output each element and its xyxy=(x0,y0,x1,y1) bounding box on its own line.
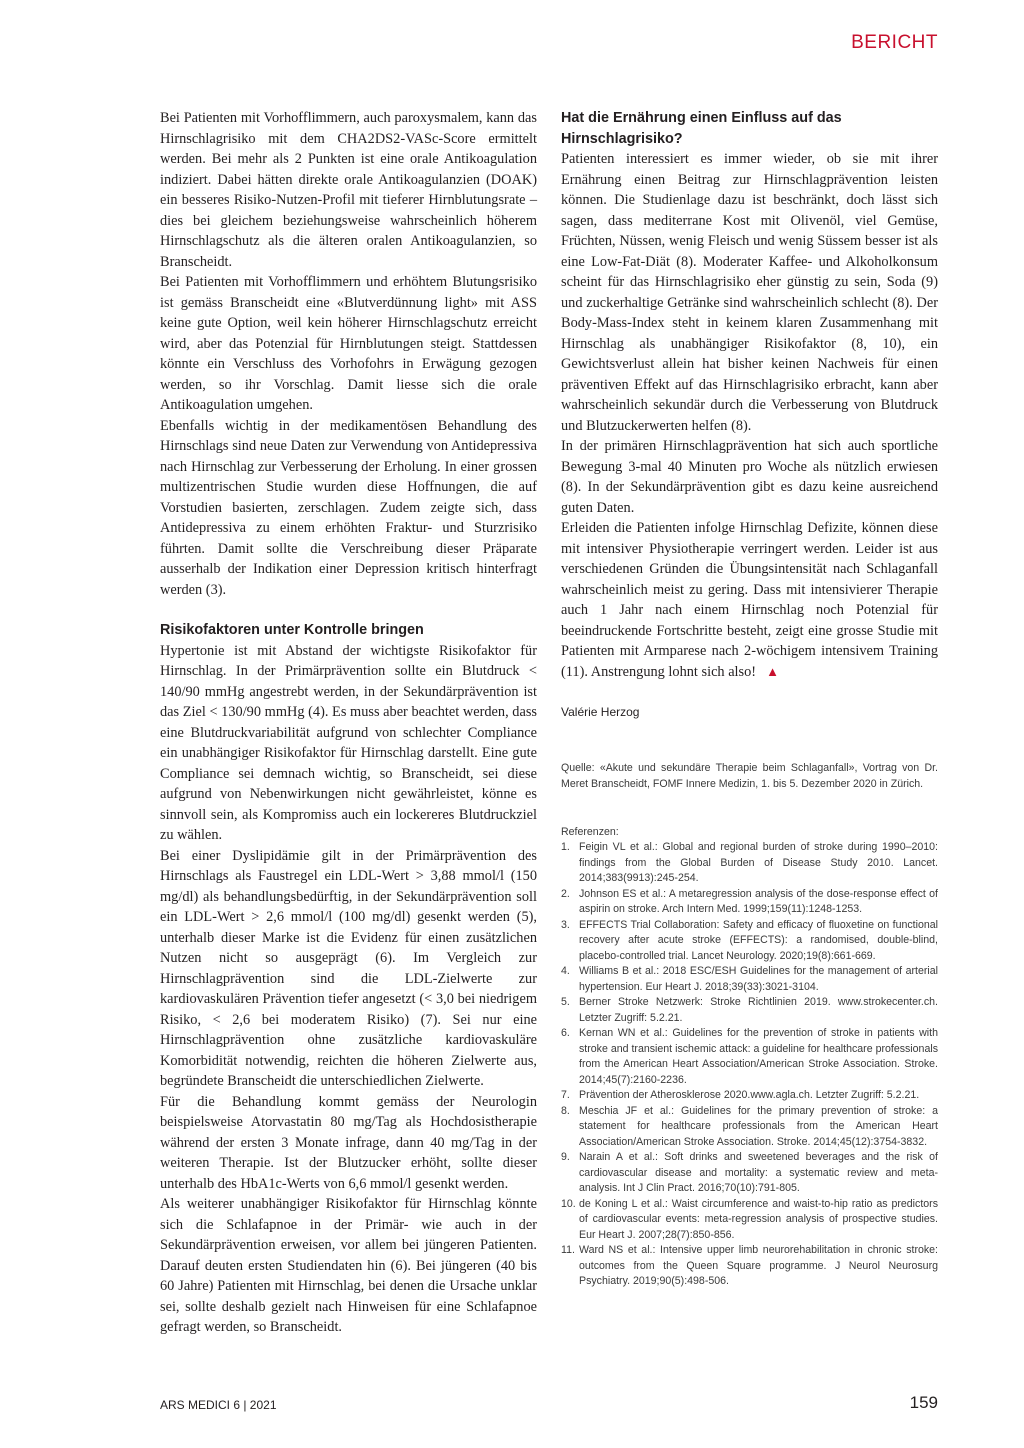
reference-text: Kernan WN et al.: Guidelines for the prevention of stroke in patients with stroke and transient ischemic attack: a guideline for healthcare professionals from the American Heart Association/American Stroke Association. Stroke. 2014;45(7):2160-2236. xyxy=(579,1027,938,1086)
reference-text: Williams B et al.: 2018 ESC/ESH Guidelines for the management of arterial hypertension. Eur Heart J. 2018;39(33):3021-3104. xyxy=(579,965,938,993)
section-heading: Hat die Ernährung einen Einfluss auf das Hirnschlagrisiko? xyxy=(561,110,842,147)
paragraph: Bei Patienten mit Vorhofflimmern, auch paroxysmalem, kann das Hirnschlagrisiko mit dem CHA2DS2-VASc-Score ermittelt werden. Bei mehr als 2 Punkten ist eine orale Antikoagulation indiziert. Dabei hätten direkte orale Antikoagulanzien (DOAK) ein besseres Risiko-Nutzen-Profil mit tieferer Hirnblutungsrate – dies bei gleichem beziehungsweise wahrscheinlich höherem Hirnschlagschutz als die älteren oralen Antikoagulanzien, so Branscheidt. xyxy=(160,110,537,270)
end-mark-icon: ▲ xyxy=(766,663,779,679)
reference-item xyxy=(561,995,938,1026)
paragraph: Hypertonie ist mit Abstand der wichtigste Risikofaktor für Hirnschlag. In der Primärprävention sollte ein Blutdruck < 140/90 mmHg angestrebt werden, in der Sekundärprävention ist das Ziel < 130/90 mmHg (4). Es muss aber beachtet werden, dass eine Blutdruckvariabilität aufgrund von schlechter Compliance ein unabhängiger Risikofaktor für Hirnschlag darstellt. Eine gute Compliance sei demnach wichtig, so Branscheidt, sei diese aufgrund von Nebenwirkungen nicht gewährleistet, könne es sinnvoll sein, als Kompromiss auch ein lockereres Blutdruckziel zu wählen. xyxy=(160,642,537,843)
reference-number: 1. xyxy=(561,841,570,853)
references xyxy=(561,824,938,1290)
reference-text: Berner Stroke Netzwerk: Stroke Richtlinien 2019. www.strokecenter.ch. Letzter Zugriff: 5.2.21. xyxy=(579,996,938,1024)
reference-item xyxy=(561,918,938,965)
section-label: BERICHT xyxy=(851,32,938,53)
reference-number: 10. xyxy=(561,1197,576,1210)
paragraph: In der primären Hirnschlagprävention hat sich auch sportliche Bewegung 3-mal 40 Minuten pro Woche als nützlich erwiesen (8). In der Sekundärprävention gibt es dazu keine ausreichend guten Daten. xyxy=(561,438,938,516)
reference-item xyxy=(561,887,938,918)
paragraph: Bei Patienten mit Vorhofflimmern und erhöhtem Blutungsrisiko ist gemäss Branscheidt eine «Blutverdünnung light» mit ASS keine gute Option, weil kein höherer Hirnschlagschutz erreicht wird, aber das Potenzial für Hirnblutungen steigt. Stattdessen könnte ein Verschluss des Vorhofohrs in Erwägung gezogen werden, so ihr Vorschlag. Damit liesse sich die orale Antikoagulation umgehen. xyxy=(160,274,537,413)
reference-item xyxy=(561,1197,938,1244)
source-note: Quelle: «Akute und sekundäre Therapie beim Schlaganfall», Vortrag von Dr. Meret Branscheidt, FOMF Innere Medizin, 1. bis 5. Dezember 2020 in Zürich. xyxy=(561,762,938,790)
reference-number: 5. xyxy=(561,996,570,1008)
reference-item xyxy=(561,840,938,887)
reference-item xyxy=(561,1088,938,1104)
reference-text: de Koning L et al.: Waist circumference and waist-to-hip ratio as predictors of cardiovascular events: meta-regression analysis of prospective studies. Eur Heart J. 2007;28(7):850-856. xyxy=(579,1197,938,1241)
reference-text: Narain A et al.: Soft drinks and sweetened beverages and the risk of cardiovascular disease and mortality: a systematic review and meta-analysis. Int J Clin Pract. 2016;70(10):791-805. xyxy=(579,1151,938,1194)
reference-text: Ward NS et al.: Intensive upper limb neurorehabilitation in chronic stroke: outcomes from the Queen Square programme. J Neurol Neurosurg Psychiatry. 2019;90(5):498-506. xyxy=(579,1244,938,1287)
paragraph-last xyxy=(561,518,938,682)
journal-footer: ARS MEDICI 6 | 2021 xyxy=(160,1398,277,1412)
reference-item xyxy=(561,1150,938,1197)
reference-text: EFFECTS Trial Collaboration: Safety and efficacy of fluoxetine on functional recovery after acute stroke (EFFECTS): a randomised, double-blind, placebo-controlled trial. Lancet Neurology. 2020;19(8):661-669. xyxy=(579,918,938,962)
reference-number: 11. xyxy=(561,1244,575,1256)
reference-item xyxy=(561,964,938,995)
reference-item xyxy=(561,1026,938,1088)
paragraph: Bei einer Dyslipidämie gilt in der Primärprävention des Hirnschlags als Faustregel ein LDL-Wert > 3,88 mmol/l (150 mg/dl) als behandlungsbedürftig, in der Sekundärprävention soll ein LDL-Wert > 2,6 mmol/l (100 mg/dl) gesenkt werden (5), unterhalb dieser Marke ist die Evidenz für einen zusätzlichen Nutzen nicht so ausgeprägt (6). Im Vergleich zur Hirnschlagprävention sind die LDL-Zielwerte zur kardiovaskulären Prävention tiefer angesetzt (< 3,0 bei niedrigem Risiko, < 2,6 bei moderatem Risiko) (7). Sei nur eine Hirnschlagprävention ohne zusätzliche kardiovaskuläre Komorbidität notwendig, reichten die höheren Zielwerte aus, begründete Branscheidt die unterschiedlichen Zielwerte. xyxy=(160,847,537,1089)
reference-item xyxy=(561,1104,938,1151)
reference-item xyxy=(561,1243,938,1290)
left-column xyxy=(160,108,537,1338)
paragraph-text: Erleiden die Patienten infolge Hirnschlag Defizite, können diese mit intensiver Physiotherapie verringert werden. Leider ist aus verschiedenen Gründen die Übungsintensität nach Schlaganfall wahrscheinlich meist zu gering. Dass mit intensivierer Therapie auch 1 Jahr nach einem Hirnschlag noch Potenzial für beeindruckende Fortschritte besteht, zeigt eine grosse Studie mit Patienten mit Armparese nach 2-wöchigem intensivem Training (11). Anstrengung lohnt sich also! xyxy=(561,520,938,680)
reference-text: Prävention der Atherosklerose 2020.www.agla.ch. Letzter Zugriff: 5.2.21. xyxy=(579,1089,920,1101)
reference-number: 2. xyxy=(561,887,570,900)
right-column xyxy=(561,108,938,1290)
reference-number: 8. xyxy=(561,1104,570,1117)
paragraph: Für die Behandlung kommt gemäss der Neurologin beispielsweise Atorvastatin 80 mg/Tag als Hochdosistherapie während der ersten 3 Monate infrage, dann 40 mg/Tag in der weiteren Therapie. Ist der Blutzucker erhöht, sollte dieser unterhalb des HbA1c-Werts von 6,6 mmol/l gesenkt werden. xyxy=(160,1093,537,1192)
reference-number: 9. xyxy=(561,1151,570,1163)
reference-text: Meschia JF et al.: Guidelines for the primary prevention of stroke: a statement for healthcare professionals from the American Heart Association/American Stroke Association. Stroke. 2014;45(12):3754-3832. xyxy=(579,1104,938,1148)
reference-text: Johnson ES et al.: A metaregression analysis of the dose-response effect of aspirin on stroke. Arch Intern Med. 1999;159(11):1248-1253. xyxy=(579,887,938,915)
section-heading: Risikofaktoren unter Kontrolle bringen xyxy=(160,622,424,638)
reference-number: 6. xyxy=(561,1027,570,1039)
paragraph: Als weiterer unabhängiger Risikofaktor für Hirnschlag könnte sich die Schlafapnoe in der Primär- wie auch in der Sekundärprävention erweisen, vor allem bei jüngeren Patienten. Darauf deuten ersten Studiendaten hin (6). Bei jüngeren (40 bis 60 Jahre) Patienten mit Hirnschlag, bei denen die Ursache unklar sei, sollte deshalb gezielt nach Hinweisen für eine Schlafapnoe gefragt werden, so Branscheidt. xyxy=(160,1196,537,1335)
paragraph: Ebenfalls wichtig in der medikamentösen Behandlung des Hirnschlags sind neue Daten zur Verwendung von Antidepressiva nach Hirnschlag zur Verbesserung der Erholung. In einer grossen multizentrischen Studie wurden diese Hoffnungen, die auf Vorstudien basierten, zerschlagen. Zudem zeigte sich, dass Antidepressiva zu einem erhöhten Fraktur- und Sturzrisiko führten. Damit sollte die Verschreibung dieser Präparate ausserhalb der Indikation einer Depression kritisch hinterfragt werden (3). xyxy=(160,417,537,598)
reference-text: Feigin VL et al.: Global and regional burden of stroke during 1990–2010: findings from the Global Burden of Disease Study 2010. Lancet. 2014;383(9913):245-254. xyxy=(579,841,938,884)
author: Valérie Herzog xyxy=(561,705,640,719)
reference-number: 4. xyxy=(561,965,570,977)
reference-list xyxy=(561,840,938,1290)
reference-number: 3. xyxy=(561,918,570,931)
reference-number: 7. xyxy=(561,1089,570,1101)
paragraph: Patienten interessiert es immer wieder, ob sie mit ihrer Ernährung einen Beitrag zur Hirnschlagprävention leisten können. Die Studienlage dazu ist beschränkt, doch lässt sich sagen, dass mediterrane Kost mit Olivenöl, viel Gemüse, Früchten, Nüssen, wenig Fleisch und wenig Süssem besser ist als eine Low-Fat-Diät (8). Moderater Kaffee- und Alkoholkonsum scheint für das Hirnschlagrisiko eher günstig zu sein, Soda (9) und zuckerhaltige Getränke sind wahrscheinlich schlecht (8). Der Body-Mass-Index steht in keinem klaren Zusammenhang mit Hirnschlag als unabhängiger Risikofaktor (8, 10), ein Gewichtsverlust allein hat bisher keinen Nachweis für einen präventiven Effekt auf das Hirnschlagrisiko erbracht, kann aber wahrscheinlich sekundär durch die Verbesserung von Blutdruck und Blutzuckerwerten helfen (8). xyxy=(561,151,938,434)
page-number: 159 xyxy=(909,1393,938,1412)
references-title: Referenzen: xyxy=(561,826,619,838)
